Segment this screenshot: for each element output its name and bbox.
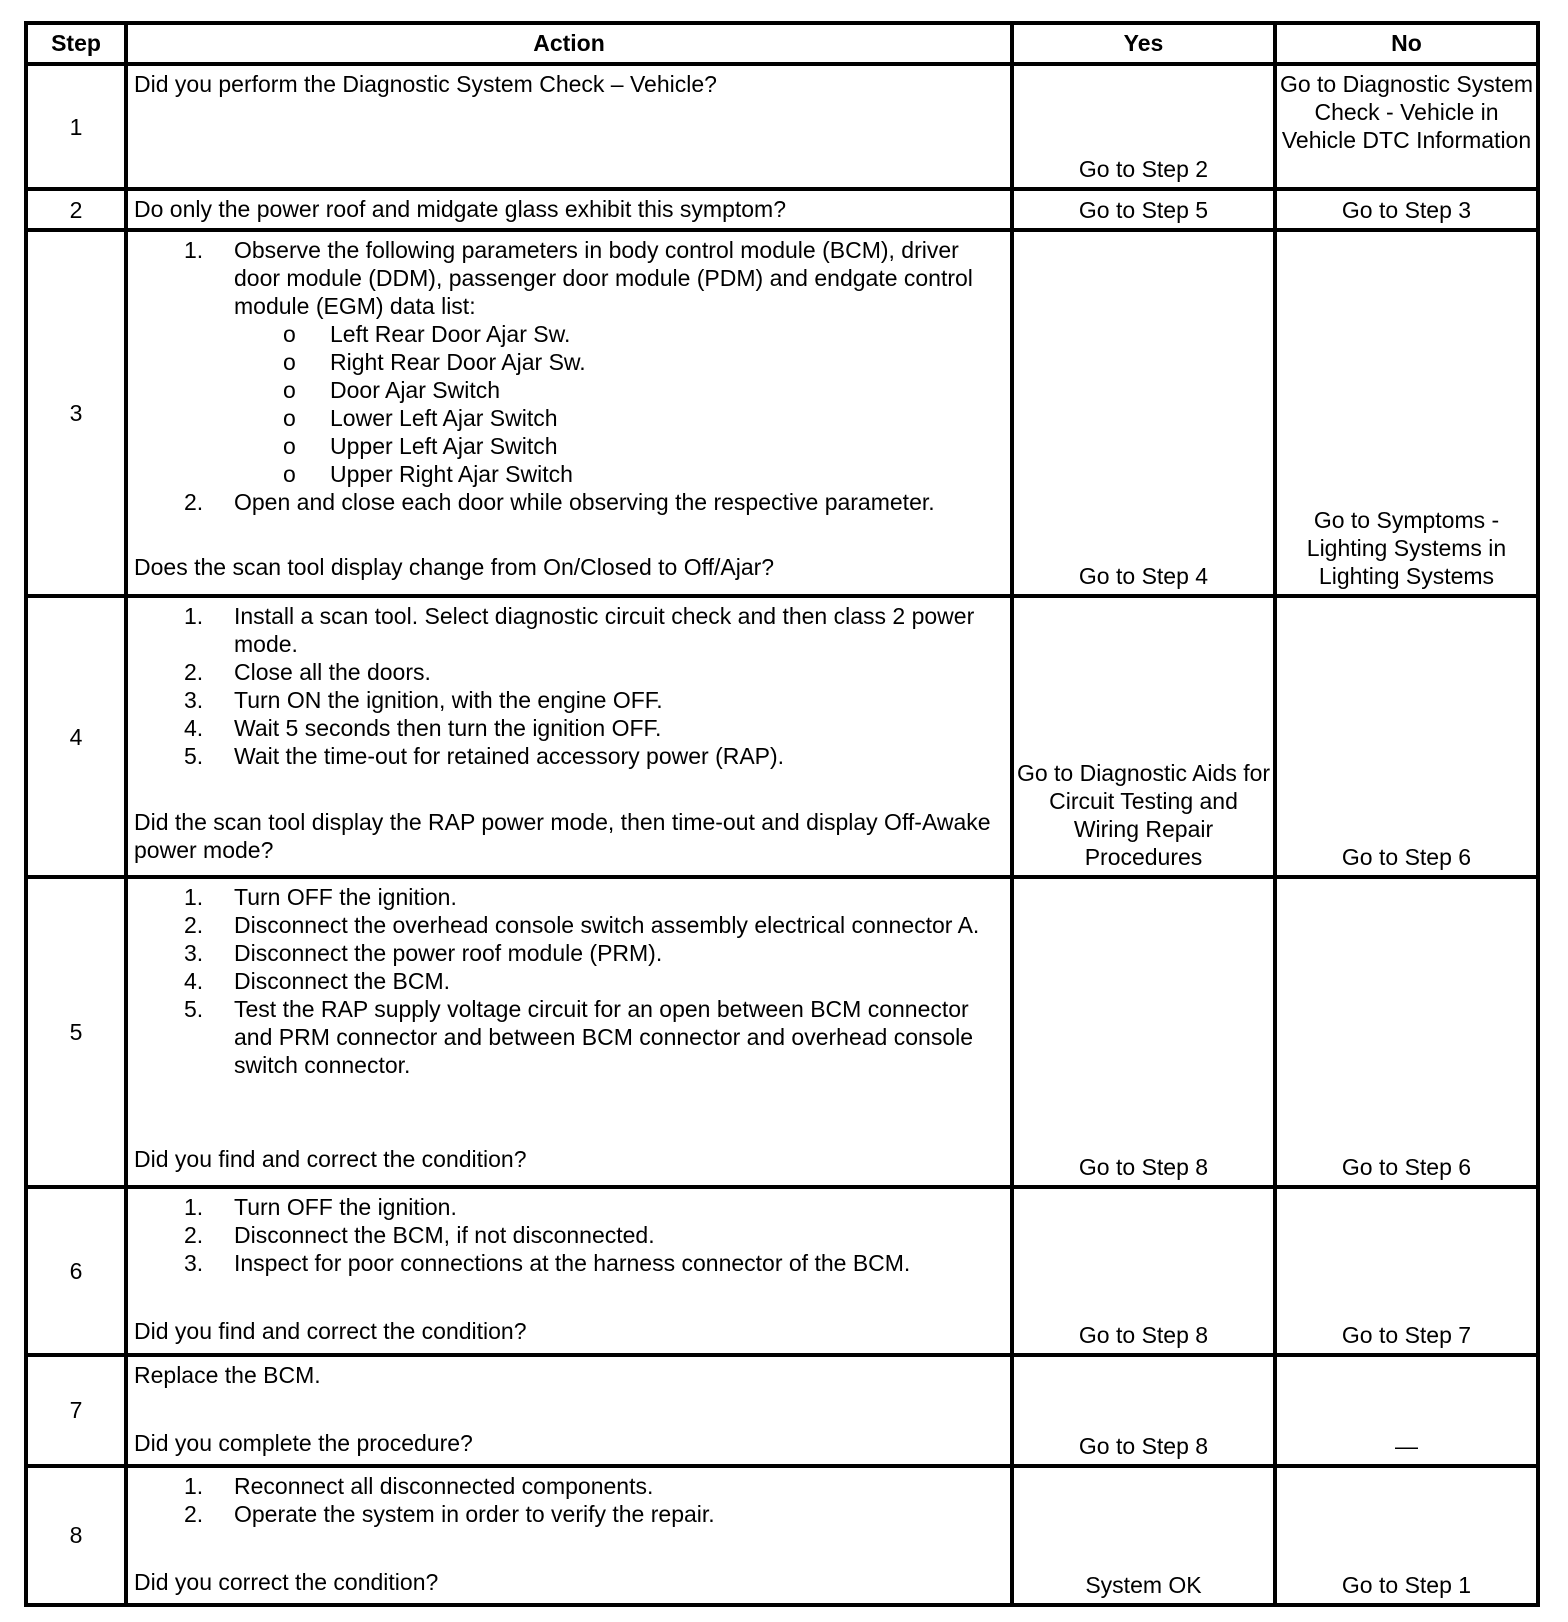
- no-cell: Go to Step 6: [1275, 596, 1538, 877]
- step-number: 7: [26, 1355, 126, 1466]
- list-text: Observe the following parameters in body control module (BCM), driver door module (DDM), passenger door module (PDM) and endgate control module (EGM) data list:: [234, 237, 973, 320]
- bullet-icon: o: [283, 405, 296, 432]
- step-number: 5: [26, 877, 126, 1187]
- table-row: [26, 1466, 1538, 1606]
- list-item: 1. Reconnect all disconnected components.: [184, 1472, 654, 1499]
- list-item: 4. Disconnect the BCM.: [184, 968, 451, 995]
- action-cell: [126, 189, 1012, 230]
- list-item: [134, 236, 1004, 320]
- step-number: 2: [26, 189, 126, 230]
- no-cell: Go to Symptoms - Lighting Systems in Lighting Systems: [1275, 230, 1538, 596]
- action-cell: [126, 64, 1012, 189]
- no-cell: Go to Diagnostic System Check - Vehicle in Vehicle DTC Information: [1275, 64, 1538, 189]
- step-number: 3: [26, 230, 126, 596]
- list-item: 5. Wait the time-out for retained accessory power (RAP).: [184, 743, 785, 770]
- list-item: 3. Turn ON the ignition, with the engine OFF.: [184, 687, 663, 714]
- sub-list-item: o Door Ajar Switch: [134, 376, 1004, 404]
- header-action: Action: [126, 23, 1012, 64]
- list-number: 2.: [184, 489, 204, 516]
- table-row: [26, 877, 1538, 1187]
- question-text: Did you find and correct the condition?: [134, 1146, 527, 1173]
- yes-cell: Go to Step 8: [1012, 1187, 1275, 1355]
- list-item: 2. Operate the system in order to verify the repair.: [184, 1500, 715, 1527]
- question-text: Did you complete the procedure?: [134, 1429, 473, 1456]
- bullet-icon: o: [283, 461, 296, 488]
- list-item: 2. Close all the doors.: [184, 659, 431, 686]
- question-text: Did you find and correct the condition?: [134, 1317, 527, 1344]
- no-cell: Go to Step 1: [1275, 1466, 1538, 1606]
- list-text: Open and close each door while observing the respective parameter.: [234, 489, 935, 516]
- no-cell: Go to Step 7: [1275, 1187, 1538, 1355]
- list-item: 3. Inspect for poor connections at the harness connector of the BCM.: [184, 1249, 911, 1276]
- yes-cell: Go to Step 2: [1012, 64, 1275, 189]
- step-number: 1: [26, 64, 126, 189]
- sub-list-item: o Left Rear Door Ajar Sw.: [134, 320, 1004, 348]
- sub-list-item: o Right Rear Door Ajar Sw.: [134, 348, 1004, 376]
- question-text: Did you correct the condition?: [134, 1568, 439, 1595]
- table-row: [26, 596, 1538, 877]
- table-row: [26, 230, 1538, 596]
- list-item: 1. Turn OFF the ignition.: [184, 1193, 457, 1220]
- bullet-icon: o: [283, 433, 296, 460]
- list-item: 2. Disconnect the overhead console switch assembly electrical connector A.: [184, 912, 980, 939]
- header-yes: Yes: [1012, 23, 1275, 64]
- no-cell: Go to Step 3: [1275, 189, 1538, 230]
- action-text: Do only the power roof and midgate glass exhibit this symptom?: [134, 196, 786, 223]
- action-cell: [126, 877, 1012, 1187]
- bullet-icon: o: [283, 377, 296, 404]
- step-number: 6: [26, 1187, 126, 1355]
- header-step: Step: [26, 23, 126, 64]
- list-item: 1. Turn OFF the ignition.: [184, 884, 457, 911]
- yes-cell: Go to Step 8: [1012, 1355, 1275, 1466]
- step-number: 8: [26, 1466, 126, 1606]
- list-item: [134, 488, 1004, 516]
- diagnostic-table: [24, 21, 1540, 1607]
- sub-list-item: o Upper Right Ajar Switch: [134, 460, 1004, 488]
- no-cell: —: [1275, 1355, 1538, 1466]
- yes-cell: Go to Diagnostic Aids for Circuit Testing and Wiring Repair Procedures: [1012, 596, 1275, 877]
- yes-cell: Go to Step 8: [1012, 877, 1275, 1187]
- table-row: [26, 1355, 1538, 1466]
- sub-list-item: o Lower Left Ajar Switch: [134, 404, 1004, 432]
- action-cell: [126, 230, 1012, 596]
- yes-cell: Go to Step 5: [1012, 189, 1275, 230]
- yes-cell: System OK: [1012, 1466, 1275, 1606]
- table-row: [26, 1187, 1538, 1355]
- list-number: 1.: [184, 237, 204, 264]
- no-cell: Go to Step 6: [1275, 877, 1538, 1187]
- list-item: 4. Wait 5 seconds then turn the ignition OFF.: [184, 715, 662, 742]
- list-item: 2. Disconnect the BCM, if not disconnected.: [184, 1221, 655, 1248]
- yes-cell: Go to Step 4: [1012, 230, 1275, 596]
- action-text: Did you perform the Diagnostic System Check – Vehicle?: [134, 71, 717, 97]
- step-number: 4: [26, 596, 126, 877]
- list-item: 1. Install a scan tool. Select diagnostic circuit check and then class 2 power mode.: [184, 603, 975, 658]
- header-no: No: [1275, 23, 1538, 64]
- action-cell: [126, 1355, 1012, 1466]
- table-row: [26, 64, 1538, 189]
- list-item: 3. Disconnect the power roof module (PRM).: [184, 940, 663, 967]
- action-cell: [126, 1187, 1012, 1355]
- bullet-icon: o: [283, 349, 296, 376]
- question-text: Did the scan tool display the RAP power mode, then time-out and display Off-Awake power mode?: [134, 809, 991, 864]
- table-header-row: [26, 23, 1538, 64]
- list-item: 5. Test the RAP supply voltage circuit for an open between BCM connector and PRM connector and between BCM connector and overhead console switch connector.: [184, 996, 974, 1079]
- action-cell: [126, 596, 1012, 877]
- question-text: Does the scan tool display change from On/Closed to Off/Ajar?: [134, 554, 775, 581]
- sub-list-item: o Upper Left Ajar Switch: [134, 432, 1004, 460]
- bullet-icon: o: [283, 321, 296, 348]
- action-cell: [126, 1466, 1012, 1606]
- table-row: [26, 189, 1538, 230]
- action-text: Replace the BCM.: [134, 1361, 321, 1388]
